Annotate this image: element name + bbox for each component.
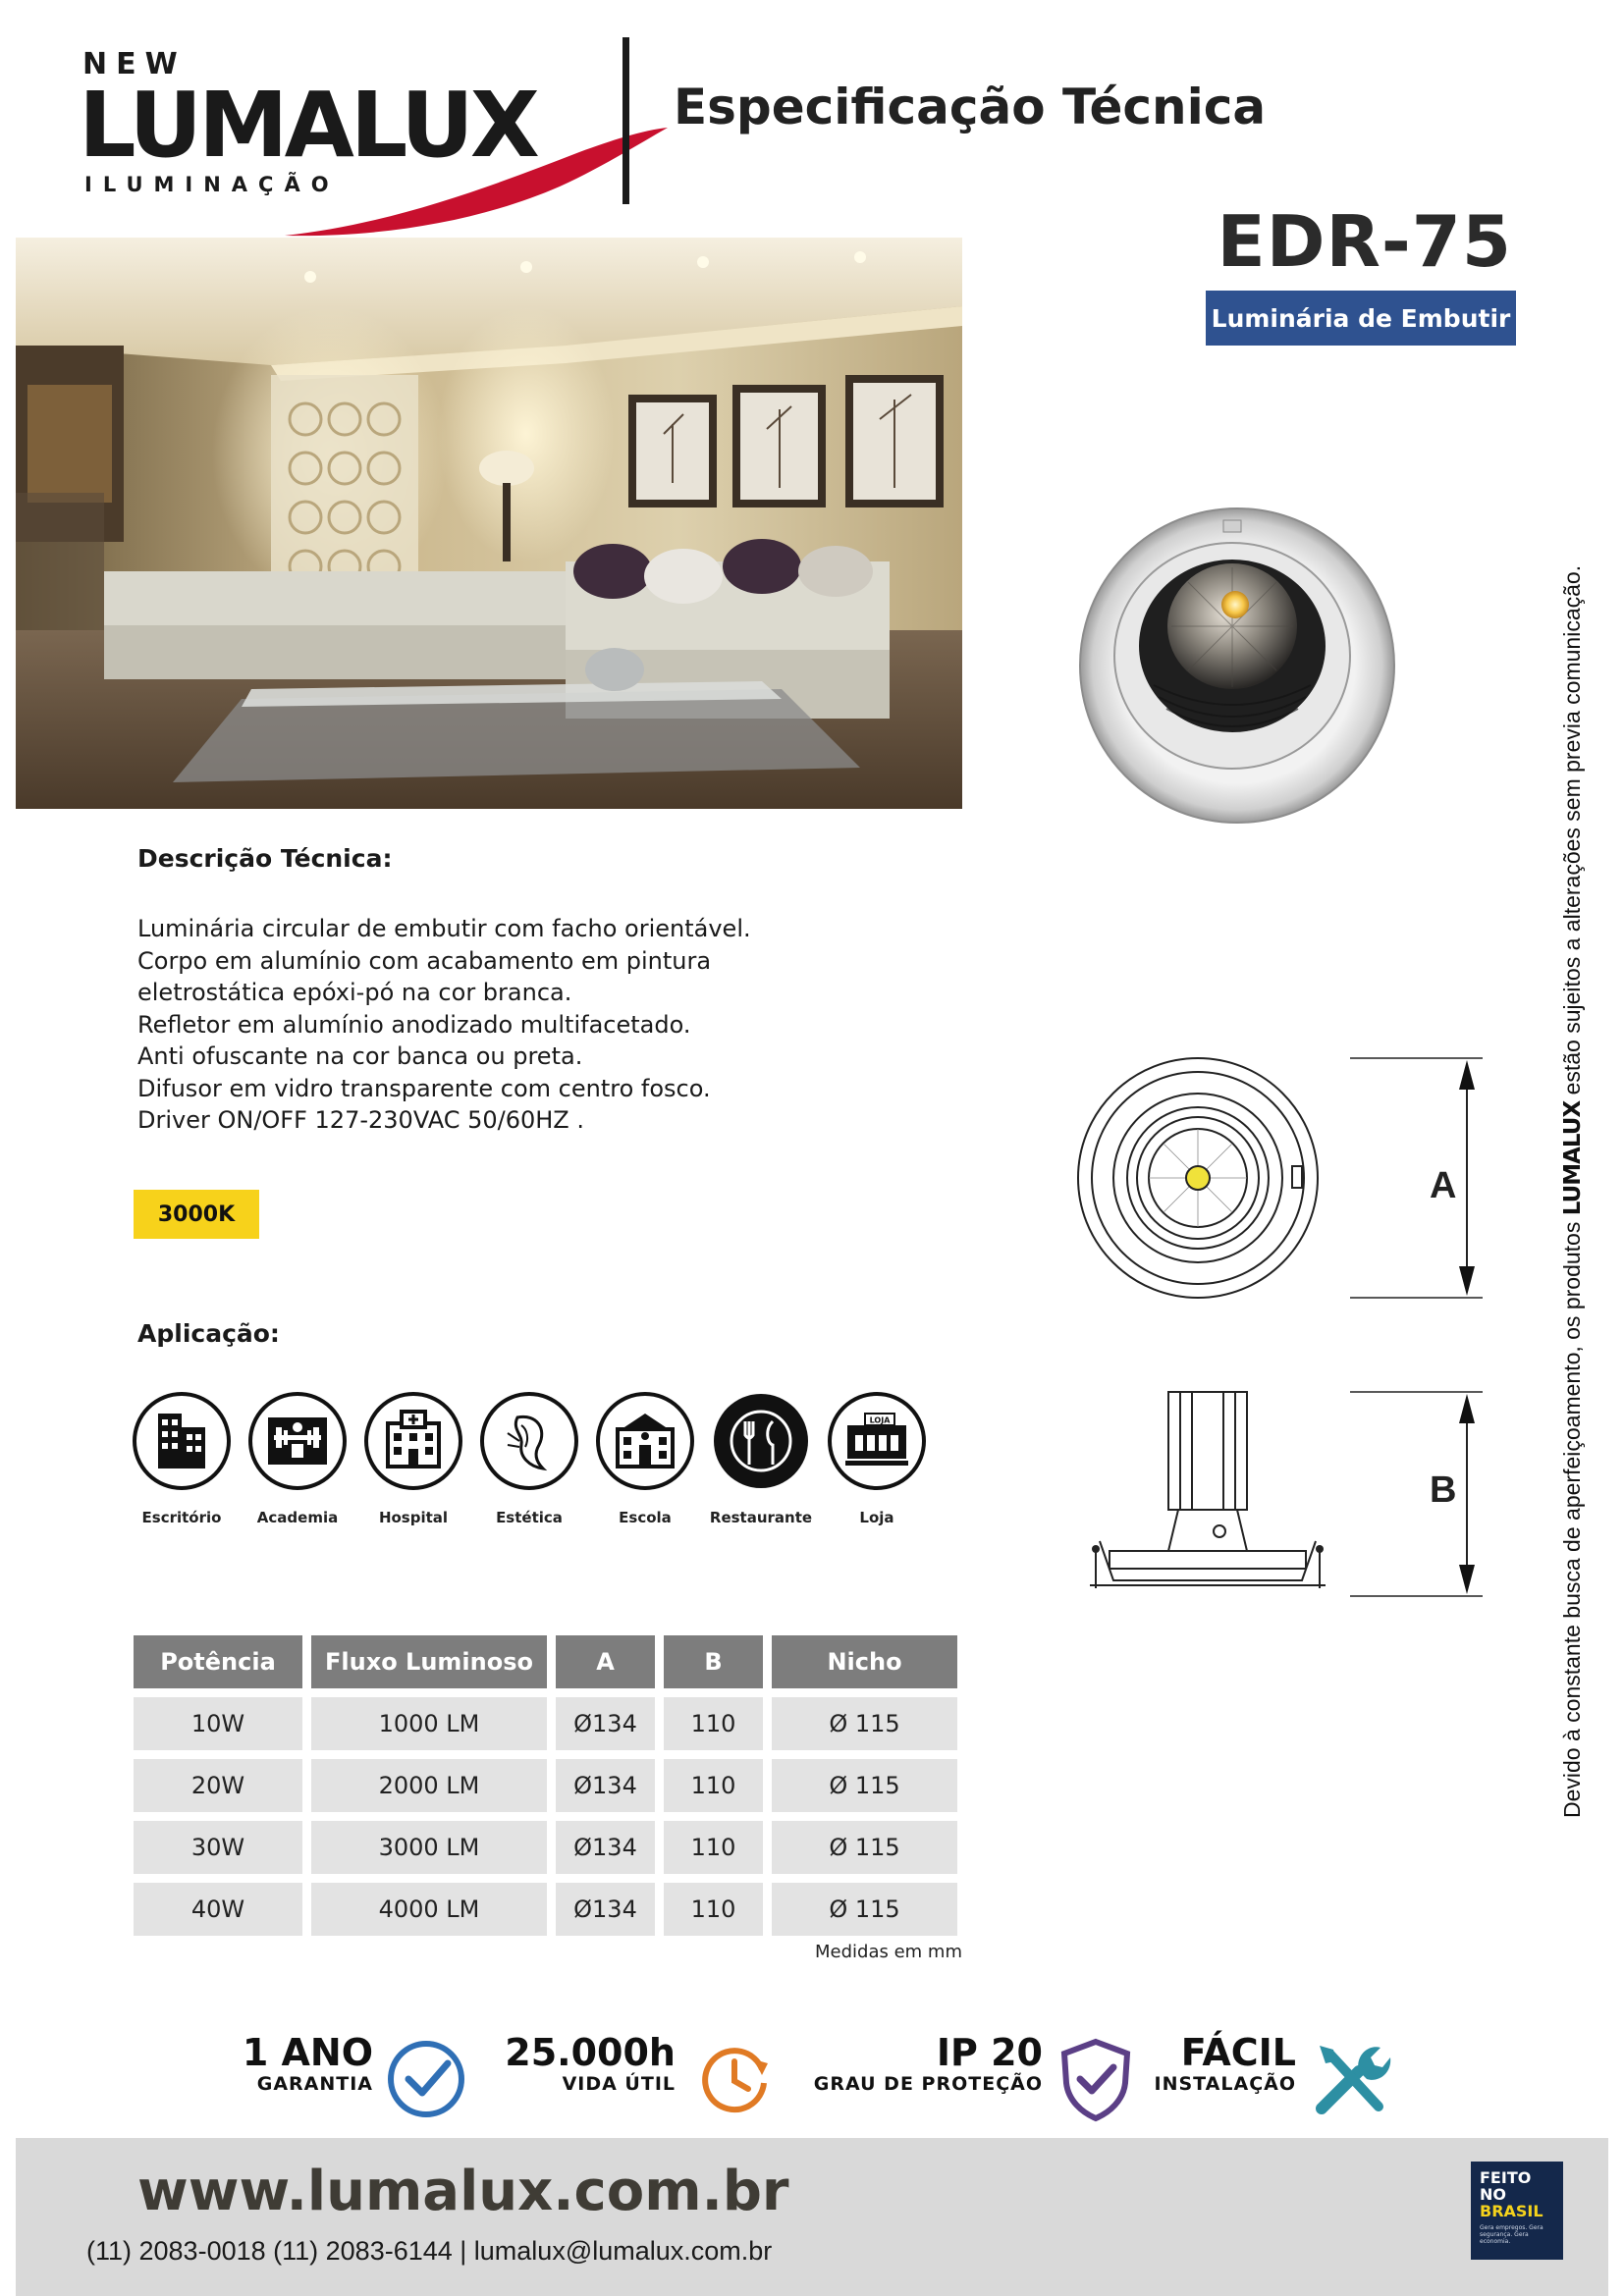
app-office: [128, 1390, 236, 1526]
table-cell: 4000 LM: [311, 1883, 547, 1936]
description-line: Difusor em vidro transparente com centro fosco.: [137, 1074, 711, 1102]
product-type-tag: Luminária de Embutir: [1206, 291, 1516, 346]
dimension-b-label: B: [1430, 1469, 1457, 1511]
table-row: [134, 1821, 966, 1874]
product-photo: [1031, 479, 1443, 842]
table-row: [134, 1697, 966, 1750]
header-cell: B: [664, 1635, 763, 1688]
hospital-icon: [362, 1390, 464, 1492]
product-model: EDR-75: [1217, 200, 1512, 283]
table-cell: 110: [664, 1759, 763, 1812]
header-cell: A: [556, 1635, 655, 1688]
clock-icon: [693, 2038, 776, 2120]
brand-logo: [79, 47, 609, 204]
table-cell: 110: [664, 1697, 763, 1750]
gym-icon: [246, 1390, 349, 1492]
app-label: Hospital: [378, 1509, 449, 1526]
app-school: [591, 1390, 699, 1526]
benefit-protection: IP 20 GRAU DE PROTEÇÃO: [813, 2031, 1043, 2095]
logo-subtitle: ILUMINAÇÃO: [84, 173, 340, 196]
app-hospital: [359, 1390, 467, 1526]
table-cell: 10W: [134, 1697, 302, 1750]
side-disclaimer: Devido à constante busca de aperfeiçoamento, os produtos LUMALUX estão sujeitos a alterações sem previa comunicação.: [1559, 564, 1586, 1818]
app-store: [823, 1390, 931, 1526]
description-line: Refletor em alumínio anodizado multifacetado.: [137, 1010, 691, 1039]
app-label: Estética: [496, 1509, 563, 1526]
table-cell: 3000 LM: [311, 1821, 547, 1874]
contact-info[interactable]: (11) 2083-0018 (11) 2083-6144 | lumalux@lumalux.com.br: [86, 2236, 773, 2266]
header-cell: Fluxo Luminoso: [311, 1635, 547, 1688]
app-label: Loja: [859, 1509, 894, 1526]
table-header: [134, 1635, 966, 1688]
made-in-brazil-badge: FEITO NO BRASIL Gera empregos. Gera segurança. Gera economia.: [1471, 2162, 1563, 2260]
table-cell: 2000 LM: [311, 1759, 547, 1812]
description-title: Descrição Técnica:: [137, 844, 393, 873]
app-gym: [244, 1390, 352, 1526]
store-icon: [826, 1390, 928, 1492]
table-cell: 110: [664, 1883, 763, 1936]
description-line: eletrostática epóxi-pó na cor branca.: [137, 979, 572, 1006]
table-cell: Ø 115: [772, 1697, 957, 1750]
description-line: Anti ofuscante na cor banca ou preta.: [137, 1042, 583, 1070]
shield-check-icon: [1055, 2036, 1137, 2122]
benefit-lifetime: 25.000h VIDA ÚTIL: [505, 2031, 676, 2095]
table-cell: 1000 LM: [311, 1697, 547, 1750]
app-label: Escritório: [141, 1509, 222, 1526]
table-cell: 30W: [134, 1821, 302, 1874]
office-building-icon: [131, 1390, 233, 1492]
table-row: [134, 1759, 966, 1812]
room-photo: [16, 238, 962, 809]
header-cell: Potência: [134, 1635, 302, 1688]
app-label: Academia: [256, 1509, 339, 1526]
side-brand: LUMALUX: [1560, 1100, 1586, 1216]
technical-drawing: [1070, 1050, 1502, 1639]
dimension-a-label: A: [1430, 1165, 1457, 1206]
table-row: [134, 1883, 966, 1936]
logo-new: NEW: [82, 47, 187, 81]
tools-icon: [1308, 2036, 1394, 2122]
color-temp-badge: 3000K: [134, 1190, 259, 1239]
header-cell: Nicho: [772, 1635, 957, 1688]
table-cell: Ø 115: [772, 1759, 957, 1812]
table-cell: Ø134: [556, 1883, 655, 1936]
school-icon: [594, 1390, 696, 1492]
benefit-warranty: 1 ANO GARANTIA: [242, 2031, 373, 2095]
table-cell: 40W: [134, 1883, 302, 1936]
table-cell: Ø 115: [772, 1883, 957, 1936]
table-cell: Ø 115: [772, 1821, 957, 1874]
spec-table: [134, 1635, 966, 1945]
beauty-icon: [478, 1390, 580, 1492]
restaurant-icon: [710, 1390, 812, 1492]
table-cell: Ø134: [556, 1697, 655, 1750]
website-link[interactable]: www.lumalux.com.br: [137, 2160, 789, 2223]
description-line: Corpo em alumínio com acabamento em pintura: [137, 946, 712, 975]
table-note: Medidas em mm: [815, 1942, 962, 1962]
table-cell: 20W: [134, 1759, 302, 1812]
application-icons: [128, 1390, 952, 1537]
application-title: Aplicação:: [137, 1319, 280, 1348]
document-title: Especificação Técnica: [674, 79, 1267, 135]
logo-wordmark: LUMALUX: [79, 73, 536, 178]
table-cell: Ø134: [556, 1759, 655, 1812]
table-cell: 110: [664, 1821, 763, 1874]
table-cell: Ø134: [556, 1821, 655, 1874]
benefit-installation: FÁCIL INSTALAÇÃO: [1154, 2031, 1296, 2095]
description-text: [137, 913, 884, 1137]
description-line: Luminária circular de embutir com facho orientável.: [137, 915, 751, 942]
check-circle-icon: [385, 2038, 467, 2120]
app-label: Escola: [619, 1509, 672, 1526]
app-label: Restaurante: [709, 1509, 813, 1526]
app-beauty: [475, 1390, 583, 1526]
app-restaurant: [707, 1390, 815, 1526]
store-sign-text: LOJA: [869, 1415, 891, 1425]
benefits-bar: [0, 2022, 1624, 2130]
header-divider: [623, 37, 629, 204]
description-line: Driver ON/OFF 127-230VAC 50/60HZ .: [137, 1106, 584, 1134]
footer: [16, 2138, 1608, 2296]
